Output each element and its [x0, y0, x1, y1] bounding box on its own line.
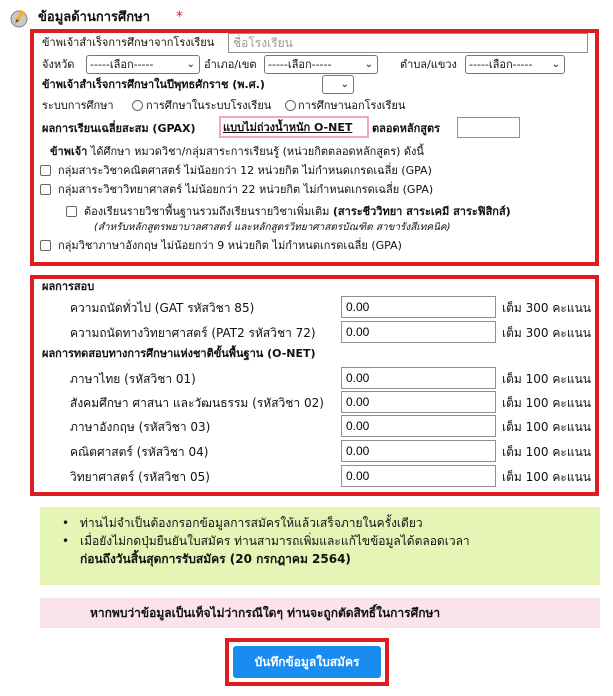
coursework-note-prefix: ข้าพเจ้า	[50, 145, 88, 158]
english-credits-checkbox[interactable]	[40, 240, 51, 251]
onet-math-input[interactable]	[341, 440, 496, 462]
pat2-label: ความถนัดทางวิทยาศาสตร์ (PAT2 รหัสวิชา 72)	[70, 326, 316, 340]
science-extra-label	[84, 204, 511, 220]
system-in-school-radio[interactable]	[132, 100, 143, 111]
system-in-school-label: การศึกษาในระบบโรงเรียน	[146, 99, 272, 112]
onet-math-label: คณิตศาสตร์ (รหัสวิชา 04)	[70, 445, 209, 459]
onet-english-label: ภาษาอังกฤษ (รหัสวิชา 03)	[70, 420, 211, 434]
onet-title: ผลการทดสอบทางการศึกษาแห่งชาติขั้นพื้นฐาน (O-NET)	[42, 347, 316, 360]
school-name-input[interactable]	[228, 33, 588, 53]
gpax-input[interactable]	[457, 117, 520, 138]
onet-science-label: วิทยาศาสตร์ (รหัสวิชา 05)	[70, 470, 210, 484]
school-label: ข้าพเจ้าสำเร็จการศึกษาจากโรงเรียน	[42, 36, 215, 49]
gpax-label: ผลการเรียนเฉลี่ยสะสม (GPAX)	[42, 122, 196, 135]
warning-text: หากพบว่าข้อมูลเป็นเท็จไม่ว่ากรณีใดๆ ท่านจะถูกตัดสิทธิ์ในการศึกษา	[90, 606, 441, 620]
district-select[interactable]: -----เลือก----- ⌄	[264, 55, 378, 74]
onet-thai-max: เต็ม 100 คะแนน	[502, 372, 591, 386]
chevron-down-icon: ⌄	[186, 59, 195, 70]
coursework-note	[50, 144, 424, 160]
grad-year-label: ข้าพเจ้าสำเร็จการศึกษาในปีพุทธศักราช (พ.ศ.)	[42, 78, 265, 91]
science-extra-text: ต้องเรียนรายวิชาพื้นฐานรวมถึงเรียนรายวิชาเพิ่มเติม	[84, 205, 330, 218]
science-extra-note: (สำหรับหลักสูตรพยาบาลศาสตร์ และหลักสูตรวิทยาศาสตรบัณฑิต สาขารังสีเทคนิค)	[94, 222, 451, 233]
submit-application-button[interactable]: บันทึกข้อมูลใบสมัคร	[233, 646, 381, 678]
chevron-down-icon: ⌄	[551, 59, 560, 70]
science-credits-label: กลุ่มสาระวิชาวิทยาศาสตร์ ไม่น้อยกว่า 22 หน่วยกิต ไม่กำหนดเกรดเฉลี่ย (GPA)	[58, 183, 434, 196]
section-header	[8, 6, 308, 28]
onet-thai-input[interactable]	[341, 367, 496, 389]
notice-bullet-dot: •	[62, 516, 70, 530]
onet-social-label: สังคมศึกษา ศาสนา และวัฒนธรรม (รหัสวิชา 02)	[70, 396, 324, 410]
science-credits-checkbox[interactable]	[40, 184, 51, 195]
district-label: อำเภอ/เขต	[204, 58, 257, 71]
coursework-note-text: ได้ศึกษา หมวดวิชา/กลุ่มสาระการเรียนรู้ (หน่วยกิตตลอดหลักสูตร) ดังนี้	[87, 145, 424, 158]
gpax-method-label: แบบไม่ถ่วงน้ำหนัก O-NET	[223, 121, 353, 134]
pat2-max: เต็ม 300 คะแนน	[502, 326, 591, 340]
onet-math-max: เต็ม 100 คะแนน	[502, 445, 591, 459]
subdistrict-label: ตำบล/แขวง	[400, 58, 457, 71]
gat-max: เต็ม 300 คะแนน	[502, 301, 591, 315]
onet-social-max: เต็ม 100 คะแนน	[502, 396, 591, 410]
math-credits-label: กลุ่มสาระวิชาคณิตศาสตร์ ไม่น้อยกว่า 12 หน่วยกิต ไม่กำหนดเกรดเฉลี่ย (GPA)	[58, 164, 432, 177]
onet-science-max: เต็ม 100 คะแนน	[502, 470, 591, 484]
onet-thai-label: ภาษาไทย (รหัสวิชา 01)	[70, 372, 196, 386]
grad-year-select[interactable]	[322, 75, 354, 94]
pencil-note-icon	[10, 8, 30, 28]
onet-english-input[interactable]	[341, 415, 496, 437]
gpax-suffix: ตลอดหลักสูตร	[372, 122, 441, 135]
onet-social-input[interactable]	[341, 391, 496, 413]
system-label: ระบบการศึกษา	[42, 99, 114, 112]
province-label: จังหวัด	[42, 58, 75, 71]
notice-bullet-2: เมื่อยังไม่กดปุ่มยืนยันใบสมัคร ท่านสามารถเพิ่มและแก้ไขข้อมูลได้ตลอดเวลา	[80, 534, 470, 548]
science-extra-subjects: (สาระชีววิทยา สาระเคมี สาระฟิสิกส์)	[332, 205, 511, 218]
notice-bullet-dot: •	[62, 534, 70, 548]
chevron-down-icon: ⌄	[340, 79, 349, 90]
chevron-down-icon: ⌄	[364, 59, 373, 70]
onet-english-max: เต็ม 100 คะแนน	[502, 420, 591, 434]
exam-section-title: ผลการสอบ	[42, 280, 95, 293]
onet-science-input[interactable]	[341, 465, 496, 487]
section-title: ข้อมูลด้านการศึกษา	[38, 10, 151, 25]
notice-deadline: ก่อนถึงวันสิ้นสุดการรับสมัคร (20 กรกฎาคม 2564)	[80, 552, 351, 566]
notice-bullet-1: ท่านไม่จำเป็นต้องกรอกข้อมูลการสมัครให้แล้วเสร็จภายในครั้งเดียว	[80, 516, 423, 530]
pat2-score-input[interactable]	[341, 321, 496, 343]
gat-score-input[interactable]	[341, 296, 496, 318]
science-extra-checkbox[interactable]	[66, 206, 77, 217]
system-out-school-label: การศึกษานอกโรงเรียน	[298, 99, 406, 112]
system-out-school-radio[interactable]	[285, 100, 296, 111]
english-credits-label: กลุ่มวิชาภาษาอังกฤษ ไม่น้อยกว่า 9 หน่วยกิต ไม่กำหนดเกรดเฉลี่ย (GPA)	[58, 239, 402, 252]
province-select[interactable]: -----เลือก----- ⌄	[86, 55, 200, 74]
required-mark: *	[176, 9, 183, 25]
gat-label: ความถนัดทั่วไป (GAT รหัสวิชา 85)	[70, 301, 255, 315]
math-credits-checkbox[interactable]	[40, 165, 51, 176]
subdistrict-select[interactable]: -----เลือก----- ⌄	[465, 55, 565, 74]
